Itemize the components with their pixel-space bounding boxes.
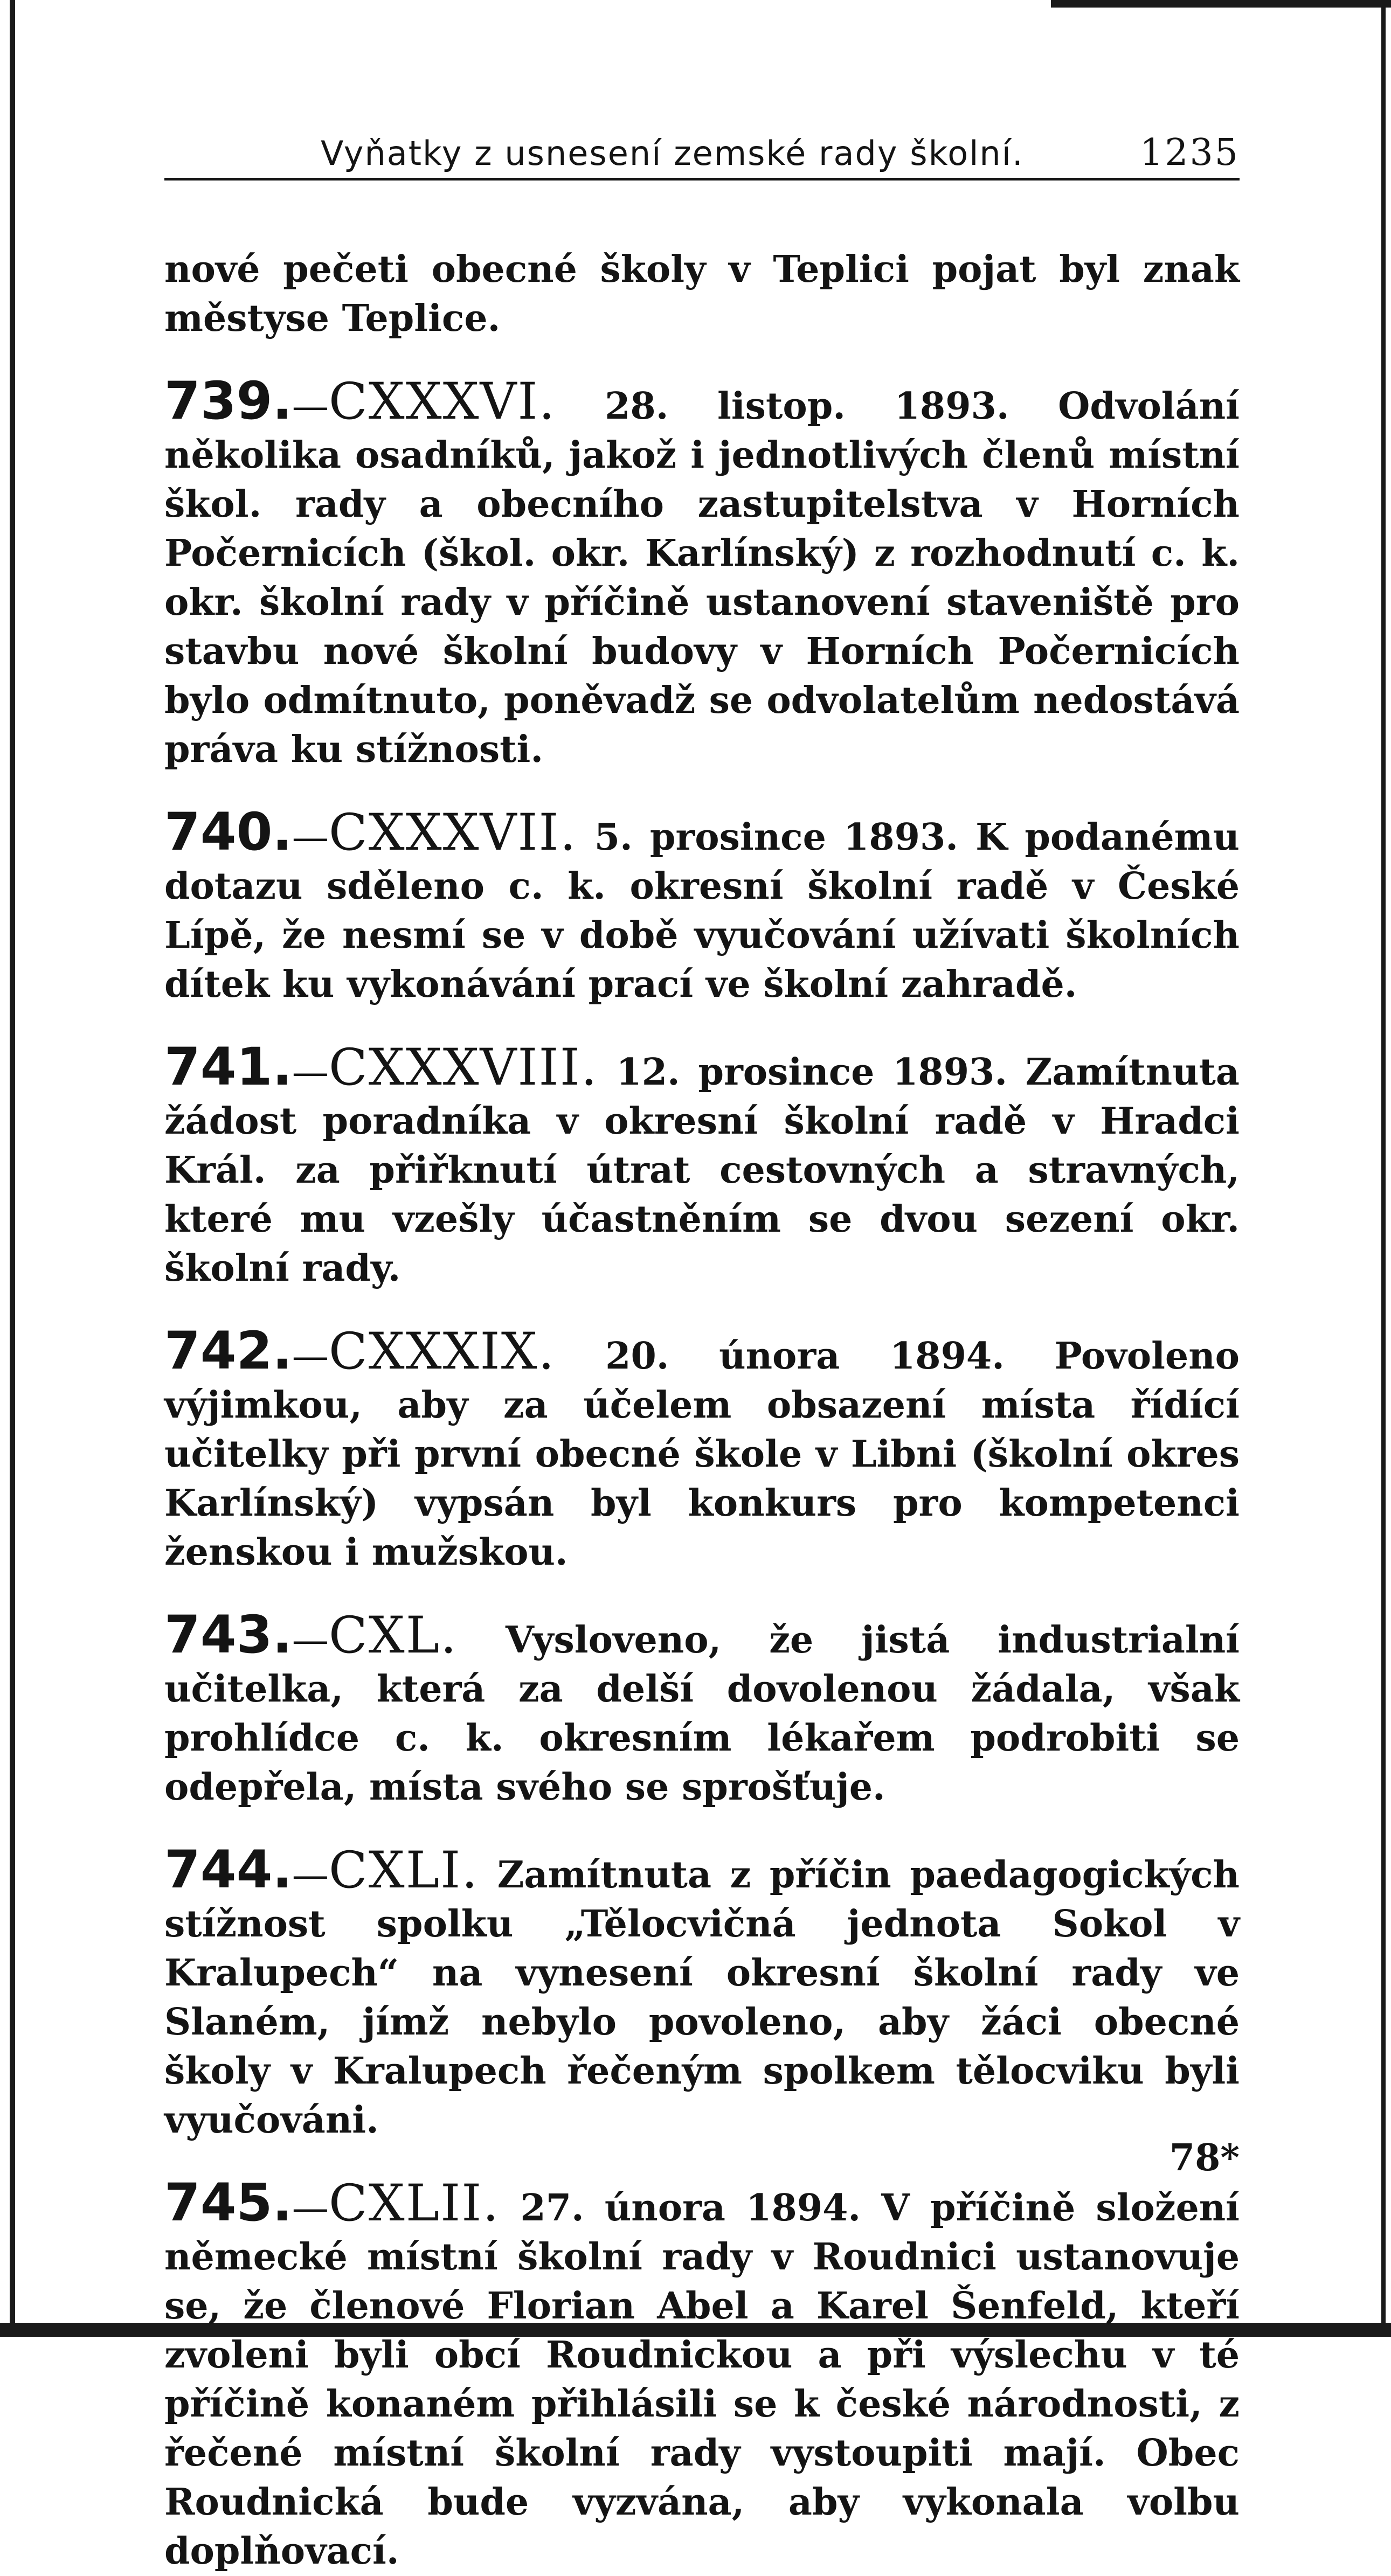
page-number: 1235 [1139,131,1240,174]
entry-text: 20. února 1894. Povoleno výjimkou, aby za účelem obsazení místa řídící učitelky při první obecné škole v Libni (školní okres Karlínský) vypsán byl konkurs pro kompetenci ženskou i mužskou. [164,1335,1240,1574]
scan-edge-left [10,0,15,2337]
entry-roman-numeral: CXXXVI. [328,372,556,431]
entry-number: 739. [164,371,292,431]
entry-dash: — [292,1051,329,1094]
entry-text: 12. prosince 1893. Zamítnuta žádost poradníka v okresní školní radě v Hradci Král. za přiřknutí útrat cestovných a stravných, které mu vzešly účastněním se dvou sezení okr. školní rady. [164,1051,1240,1290]
entry-text: 27. února 1894. V příčině složení německé místní školní rady v Roudnici ustanovuje se, že členové Florian Abel a Karel Šenfeld, kteří zvoleni byli obcí Roudnickou a při výslechu v té příčině konaném přihlásili se k české národnosti, z řečené místní školní rady vystoupiti mají. Obec Roudnická bude vyzvána, aby vykonala volbu doplňovací. [164,2186,1240,2573]
entry-text: Zamítnuta z příčin paedagogických stížnost spolku „Tělocvičná jednota Sokol v Kralupech“ na vynesení okresní školní rady ve Slaném, jímž nebylo povoleno, aby žáci obecné školy v Kralupech řečeným spolkem tělocviku byli vyučováni. [164,1853,1240,2142]
entry-dash: — [292,2187,329,2230]
entry-roman-numeral: CXXXIX. [328,1322,556,1381]
entry-text: 28. listop. 1893. Odvolání několika osadníků, jakož i jednotlivých členů místní škol. rady a obecního zastupitelstva v Horních Počernicích (škol. okr. Karlínský) z rozhodnutí c. k. okr. školní rady v příčině ustanovení staveniště pro stavbu nové školní budovy v Horních Počernicích bylo odmítnuto, poněvadž se odvolatelům nedostává práva ku stížnosti. [164,385,1240,771]
entry-743 [164,1605,1240,1812]
body-text [164,245,1240,2576]
scan-edge-top [1051,0,1391,8]
entry-number: 743. [164,1605,292,1665]
running-title: Vyňatky z usnesení zemské rady školní. [321,134,1024,173]
entry-roman-numeral: CXLII. [328,2174,500,2233]
entry-dash: — [292,385,329,428]
entry-739 [164,371,1240,774]
entry-number: 742. [164,1321,292,1381]
entry-dash: — [292,816,329,859]
entry-number: 741. [164,1037,292,1097]
entry-roman-numeral: CXXXVIII. [328,1038,598,1097]
entry-740 [164,802,1240,1009]
signature-mark: 78* [1169,2136,1240,2179]
opening-paragraph: nové pečeti obecné školy v Teplici pojat byl znak městyse Teplice. [164,248,1240,340]
page-header [164,124,1240,183]
entry-744 [164,1839,1240,2145]
entry-745 [164,2172,1240,2576]
entry-number: 745. [164,2172,292,2233]
entry-number: 740. [164,802,292,862]
entry-roman-numeral: CXLI. [328,1841,479,1900]
entry-text: Vysloveno, že jistá industrialní učitelka, která za delší dovolenou žádala, však prohlídce c. k. okresním lékařem podrobiti se odepřela, místa svého se sprošťuje. [164,1619,1240,1809]
entry-741 [164,1037,1240,1293]
entry-text: 5. prosince 1893. K podanému dotazu sděleno c. k. okresní školní radě v České Lípě, že nesmí se v době vyučování užívati školních dítek ku vykonávání prací ve školní zahradě. [164,816,1240,1006]
entry-dash: — [292,1619,329,1662]
entry-742 [164,1321,1240,1577]
entry-roman-numeral: CXXXVII. [328,803,577,862]
entry-roman-numeral: CXL. [328,1606,458,1665]
entry-number: 744. [164,1839,292,1900]
entry-dash: — [292,1335,329,1378]
header-rule [164,178,1240,180]
entry-dash: — [292,1854,329,1897]
scan-edge-right [1381,0,1386,2337]
